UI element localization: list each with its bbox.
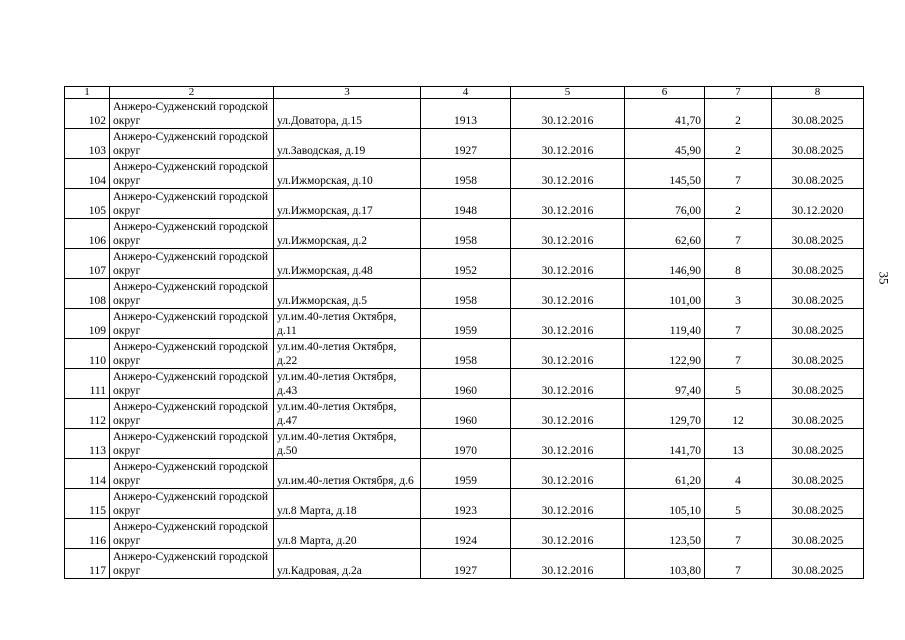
count-cell: 3 xyxy=(705,279,772,309)
table-row xyxy=(65,369,864,399)
address-cell: ул.им.40-летия Октября, д.6 xyxy=(274,459,421,489)
column-number: 1 xyxy=(65,87,110,99)
row-number-cell: 103 xyxy=(65,129,110,159)
district-cell: Анжеро-Судженский городской округ xyxy=(110,309,274,339)
date-cell: 30.12.2016 xyxy=(511,549,625,579)
count-cell: 5 xyxy=(705,489,772,519)
deadline-cell: 30.08.2025 xyxy=(772,159,864,189)
district-cell: Анжеро-Судженский городской округ xyxy=(110,399,274,429)
address-cell: ул.Ижморская, д.10 xyxy=(274,159,421,189)
year-cell: 1970 xyxy=(421,429,511,459)
table-row xyxy=(65,159,864,189)
date-cell: 30.12.2016 xyxy=(511,159,625,189)
year-cell: 1959 xyxy=(421,309,511,339)
deadline-cell: 30.08.2025 xyxy=(772,459,864,489)
table-row xyxy=(65,249,864,279)
table-row xyxy=(65,339,864,369)
date-cell: 30.12.2016 xyxy=(511,309,625,339)
area-cell: 129,70 xyxy=(625,399,705,429)
count-cell: 7 xyxy=(705,159,772,189)
deadline-cell: 30.08.2025 xyxy=(772,279,864,309)
row-number-cell: 105 xyxy=(65,189,110,219)
address-cell: ул.Ижморская, д.17 xyxy=(274,189,421,219)
row-number-cell: 112 xyxy=(65,399,110,429)
page-number: 35 xyxy=(876,271,892,285)
area-cell: 122,90 xyxy=(625,339,705,369)
deadline-cell: 30.08.2025 xyxy=(772,129,864,159)
count-cell: 8 xyxy=(705,249,772,279)
row-number-cell: 111 xyxy=(65,369,110,399)
address-cell: ул.им.40-летия Октября, д.50 xyxy=(274,429,421,459)
district-cell: Анжеро-Судженский городской округ xyxy=(110,99,274,129)
count-cell: 2 xyxy=(705,99,772,129)
year-cell: 1958 xyxy=(421,339,511,369)
year-cell: 1958 xyxy=(421,159,511,189)
district-cell: Анжеро-Судженский городской округ xyxy=(110,459,274,489)
address-cell: ул.Доватора, д.15 xyxy=(274,99,421,129)
deadline-cell: 30.08.2025 xyxy=(772,429,864,459)
table-row xyxy=(65,279,864,309)
deadline-cell: 30.08.2025 xyxy=(772,519,864,549)
count-cell: 5 xyxy=(705,369,772,399)
deadline-cell: 30.08.2025 xyxy=(772,549,864,579)
year-cell: 1927 xyxy=(421,549,511,579)
address-cell: ул.Ижморская, д.48 xyxy=(274,249,421,279)
date-cell: 30.12.2016 xyxy=(511,219,625,249)
district-cell: Анжеро-Судженский городской округ xyxy=(110,549,274,579)
row-number-cell: 116 xyxy=(65,519,110,549)
area-cell: 119,40 xyxy=(625,309,705,339)
count-cell: 7 xyxy=(705,339,772,369)
date-cell: 30.12.2016 xyxy=(511,519,625,549)
district-cell: Анжеро-Судженский городской округ xyxy=(110,219,274,249)
column-number: 5 xyxy=(511,87,625,99)
address-cell: ул.Ижморская, д.2 xyxy=(274,219,421,249)
row-number-cell: 115 xyxy=(65,489,110,519)
deadline-cell: 30.08.2025 xyxy=(772,489,864,519)
date-cell: 30.12.2016 xyxy=(511,429,625,459)
table-row xyxy=(65,549,864,579)
table-row xyxy=(65,399,864,429)
date-cell: 30.12.2016 xyxy=(511,249,625,279)
area-cell: 61,20 xyxy=(625,459,705,489)
deadline-cell: 30.08.2025 xyxy=(772,249,864,279)
deadline-cell: 30.08.2025 xyxy=(772,399,864,429)
date-cell: 30.12.2016 xyxy=(511,399,625,429)
year-cell: 1923 xyxy=(421,489,511,519)
column-number: 3 xyxy=(274,87,421,99)
date-cell: 30.12.2016 xyxy=(511,279,625,309)
year-cell: 1960 xyxy=(421,399,511,429)
district-cell: Анжеро-Судженский городской округ xyxy=(110,279,274,309)
area-cell: 141,70 xyxy=(625,429,705,459)
area-cell: 62,60 xyxy=(625,219,705,249)
deadline-cell: 30.08.2025 xyxy=(772,369,864,399)
column-number: 8 xyxy=(772,87,864,99)
column-number: 6 xyxy=(625,87,705,99)
deadline-cell: 30.08.2025 xyxy=(772,309,864,339)
date-cell: 30.12.2016 xyxy=(511,489,625,519)
deadline-cell: 30.08.2025 xyxy=(772,219,864,249)
table-row xyxy=(65,189,864,219)
date-cell: 30.12.2016 xyxy=(511,459,625,489)
area-cell: 41,70 xyxy=(625,99,705,129)
address-cell: ул.им.40-летия Октября, д.43 xyxy=(274,369,421,399)
year-cell: 1948 xyxy=(421,189,511,219)
count-cell: 4 xyxy=(705,459,772,489)
date-cell: 30.12.2016 xyxy=(511,129,625,159)
district-cell: Анжеро-Судженский городской округ xyxy=(110,339,274,369)
count-cell: 7 xyxy=(705,219,772,249)
district-cell: Анжеро-Судженский городской округ xyxy=(110,429,274,459)
area-cell: 145,50 xyxy=(625,159,705,189)
address-cell: ул.Ижморская, д.5 xyxy=(274,279,421,309)
table-row xyxy=(65,459,864,489)
year-cell: 1958 xyxy=(421,279,511,309)
row-number-cell: 102 xyxy=(65,99,110,129)
district-cell: Анжеро-Судженский городской округ xyxy=(110,189,274,219)
table-row xyxy=(65,129,864,159)
count-cell: 2 xyxy=(705,189,772,219)
year-cell: 1913 xyxy=(421,99,511,129)
area-cell: 101,00 xyxy=(625,279,705,309)
row-number-cell: 106 xyxy=(65,219,110,249)
date-cell: 30.12.2016 xyxy=(511,369,625,399)
district-cell: Анжеро-Судженский городской округ xyxy=(110,519,274,549)
column-number: 2 xyxy=(110,87,274,99)
table-row xyxy=(65,99,864,129)
address-cell: ул.им.40-летия Октября, д.22 xyxy=(274,339,421,369)
column-number-row xyxy=(65,87,864,99)
district-cell: Анжеро-Судженский городской округ xyxy=(110,369,274,399)
housing-table xyxy=(64,86,864,579)
area-cell: 97,40 xyxy=(625,369,705,399)
address-cell: ул.им.40-летия Октября, д.47 xyxy=(274,399,421,429)
row-number-cell: 104 xyxy=(65,159,110,189)
district-cell: Анжеро-Судженский городской округ xyxy=(110,129,274,159)
address-cell: ул.8 Марта, д.18 xyxy=(274,489,421,519)
column-number: 7 xyxy=(705,87,772,99)
count-cell: 7 xyxy=(705,549,772,579)
count-cell: 7 xyxy=(705,309,772,339)
count-cell: 12 xyxy=(705,399,772,429)
table-row xyxy=(65,489,864,519)
date-cell: 30.12.2016 xyxy=(511,339,625,369)
district-cell: Анжеро-Судженский городской округ xyxy=(110,159,274,189)
date-cell: 30.12.2016 xyxy=(511,189,625,219)
area-cell: 146,90 xyxy=(625,249,705,279)
table-row xyxy=(65,519,864,549)
year-cell: 1952 xyxy=(421,249,511,279)
count-cell: 13 xyxy=(705,429,772,459)
address-cell: ул.Заводская, д.19 xyxy=(274,129,421,159)
year-cell: 1960 xyxy=(421,369,511,399)
row-number-cell: 110 xyxy=(65,339,110,369)
row-number-cell: 117 xyxy=(65,549,110,579)
deadline-cell: 30.12.2020 xyxy=(772,189,864,219)
area-cell: 76,00 xyxy=(625,189,705,219)
district-cell: Анжеро-Судженский городской округ xyxy=(110,249,274,279)
address-cell: ул.Кадровая, д.2а xyxy=(274,549,421,579)
row-number-cell: 109 xyxy=(65,309,110,339)
deadline-cell: 30.08.2025 xyxy=(772,99,864,129)
address-cell: ул.8 Марта, д.20 xyxy=(274,519,421,549)
table-row xyxy=(65,429,864,459)
address-cell: ул.им.40-летия Октября, д.11 xyxy=(274,309,421,339)
area-cell: 45,90 xyxy=(625,129,705,159)
count-cell: 7 xyxy=(705,519,772,549)
area-cell: 103,80 xyxy=(625,549,705,579)
row-number-cell: 108 xyxy=(65,279,110,309)
year-cell: 1959 xyxy=(421,459,511,489)
count-cell: 2 xyxy=(705,129,772,159)
date-cell: 30.12.2016 xyxy=(511,99,625,129)
deadline-cell: 30.08.2025 xyxy=(772,339,864,369)
area-cell: 123,50 xyxy=(625,519,705,549)
row-number-cell: 113 xyxy=(65,429,110,459)
table-row xyxy=(65,309,864,339)
year-cell: 1958 xyxy=(421,219,511,249)
area-cell: 105,10 xyxy=(625,489,705,519)
table-row xyxy=(65,219,864,249)
column-number: 4 xyxy=(421,87,511,99)
district-cell: Анжеро-Судженский городской округ xyxy=(110,489,274,519)
row-number-cell: 114 xyxy=(65,459,110,489)
year-cell: 1927 xyxy=(421,129,511,159)
row-number-cell: 107 xyxy=(65,249,110,279)
year-cell: 1924 xyxy=(421,519,511,549)
